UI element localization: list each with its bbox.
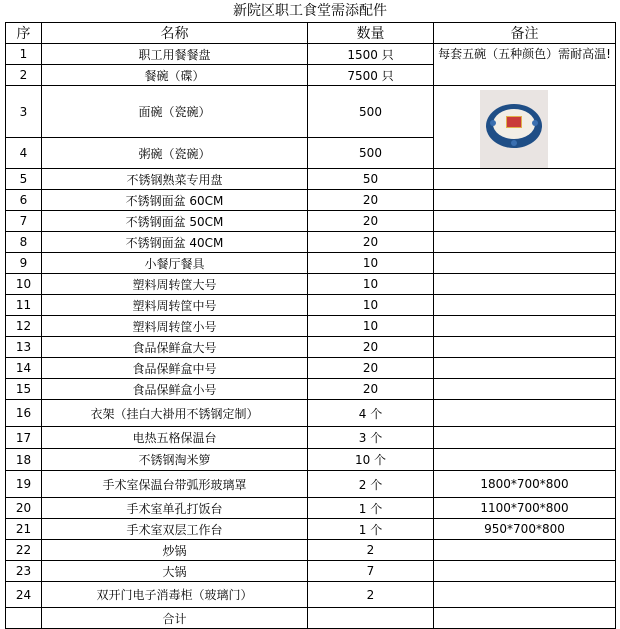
seq-cell: 7 (6, 211, 42, 232)
qty-cell: 7 (308, 561, 434, 582)
qty-cell: 20 (308, 211, 434, 232)
header-seq: 序 (6, 23, 42, 44)
table-row (6, 379, 616, 400)
qty-cell: 3 个 (308, 427, 434, 449)
seq-cell: 5 (6, 169, 42, 190)
table-row (6, 449, 616, 471)
qty-cell: 1 个 (308, 519, 434, 540)
name-cell: 塑料周转筐中号 (42, 295, 308, 316)
note-cell (434, 561, 616, 582)
qty-cell: 10 (308, 295, 434, 316)
qty-cell: 10 (308, 316, 434, 337)
note-cell (434, 295, 616, 316)
seq-cell: 14 (6, 358, 42, 379)
table-row (6, 232, 616, 253)
note-cell (434, 169, 616, 190)
name-cell: 衣架（挂白大褂用不锈钢定制） (42, 400, 308, 427)
name-cell: 职工用餐餐盘 (42, 44, 308, 65)
name-cell: 面碗（瓷碗） (42, 86, 308, 138)
name-cell: 双开门电子消毒柜（玻璃门） (42, 582, 308, 608)
table-row (6, 427, 616, 449)
note-cell: 1800*700*800 (434, 471, 616, 498)
name-cell: 不锈钢淘米箩 (42, 449, 308, 471)
seq-cell: 10 (6, 274, 42, 295)
header-note: 备注 (434, 23, 616, 44)
qty-cell: 20 (308, 337, 434, 358)
table-row (6, 519, 616, 540)
note-cell (434, 274, 616, 295)
qty-cell: 2 (308, 540, 434, 561)
seq-cell: 12 (6, 316, 42, 337)
qty-cell: 4 个 (308, 400, 434, 427)
note-bowl-requirement: 每套五碗（五种颜色）需耐高温! (434, 44, 616, 86)
table-row (6, 86, 616, 138)
bowl-pattern-dot (511, 140, 517, 146)
note-cell (434, 449, 616, 471)
seq-cell: 22 (6, 540, 42, 561)
table-row (6, 295, 616, 316)
bowl-pattern-dot (490, 120, 496, 126)
seq-cell: 20 (6, 498, 42, 519)
table-row (6, 498, 616, 519)
qty-cell: 10 (308, 274, 434, 295)
seq-cell: 8 (6, 232, 42, 253)
table-row (6, 253, 616, 274)
seq-cell: 15 (6, 379, 42, 400)
qty-cell: 1500 只 (308, 44, 434, 65)
qty-cell: 7500 只 (308, 65, 434, 86)
note-cell (434, 337, 616, 358)
sheet-title: 新院区职工食堂需添配件 (233, 3, 387, 19)
note-cell (434, 316, 616, 337)
table-row (6, 582, 616, 608)
name-cell: 手术室单孔打饭台 (42, 498, 308, 519)
seq-cell: 18 (6, 449, 42, 471)
qty-cell: 20 (308, 379, 434, 400)
qty-cell: 10 个 (308, 449, 434, 471)
bowl-pattern-dot (532, 120, 538, 126)
seq-cell: 2 (6, 65, 42, 86)
seq-cell: 13 (6, 337, 42, 358)
total-label-cell: 合计 (42, 608, 308, 629)
note-cell (434, 608, 616, 629)
qty-cell: 500 (308, 86, 434, 138)
qty-cell: 20 (308, 358, 434, 379)
seq-cell: 6 (6, 190, 42, 211)
name-cell: 炒锅 (42, 540, 308, 561)
note-cell (434, 400, 616, 427)
name-cell: 不锈钢面盆 40CM (42, 232, 308, 253)
bowl-photo (480, 90, 548, 168)
parts-table (5, 22, 616, 629)
seq-cell: 24 (6, 582, 42, 608)
table-row (6, 471, 616, 498)
qty-cell: 20 (308, 190, 434, 211)
name-cell: 不锈钢熟菜专用盘 (42, 169, 308, 190)
qty-cell: 1 个 (308, 498, 434, 519)
seq-cell: 3 (6, 86, 42, 138)
note-cell (434, 358, 616, 379)
bowl-label (506, 116, 522, 128)
qty-cell (308, 608, 434, 629)
note-cell (434, 232, 616, 253)
note-cell: 950*700*800 (434, 519, 616, 540)
name-cell: 食品保鲜盒大号 (42, 337, 308, 358)
note-cell (434, 211, 616, 232)
seq-cell: 4 (6, 138, 42, 169)
name-cell: 手术室保温台带弧形玻璃罩 (42, 471, 308, 498)
qty-cell: 50 (308, 169, 434, 190)
name-cell: 塑料周转筐大号 (42, 274, 308, 295)
table-row (6, 400, 616, 427)
note-cell (434, 582, 616, 608)
table-row (6, 561, 616, 582)
qty-cell: 2 (308, 582, 434, 608)
seq-cell: 16 (6, 400, 42, 427)
table-row (6, 211, 616, 232)
qty-cell: 20 (308, 232, 434, 253)
note-cell: 1100*700*800 (434, 498, 616, 519)
seq-cell: 19 (6, 471, 42, 498)
name-cell: 电热五格保温台 (42, 427, 308, 449)
name-cell: 食品保鲜盒小号 (42, 379, 308, 400)
qty-cell: 2 个 (308, 471, 434, 498)
note-cell (434, 427, 616, 449)
seq-cell: 21 (6, 519, 42, 540)
name-cell: 大锅 (42, 561, 308, 582)
name-cell: 不锈钢面盆 50CM (42, 211, 308, 232)
table-row (6, 274, 616, 295)
seq-cell: 17 (6, 427, 42, 449)
seq-cell (6, 608, 42, 629)
table-row (6, 190, 616, 211)
header-row (6, 23, 616, 44)
seq-cell: 9 (6, 253, 42, 274)
note-cell (434, 253, 616, 274)
table-row (6, 540, 616, 561)
name-cell: 手术室双层工作台 (42, 519, 308, 540)
name-cell: 不锈钢面盆 60CM (42, 190, 308, 211)
note-cell (434, 379, 616, 400)
table-row (6, 169, 616, 190)
qty-cell: 10 (308, 253, 434, 274)
name-cell: 塑料周转筐小号 (42, 316, 308, 337)
table-row (6, 316, 616, 337)
table-row (6, 358, 616, 379)
name-cell: 餐碗（碟） (42, 65, 308, 86)
seq-cell: 1 (6, 44, 42, 65)
name-cell: 粥碗（瓷碗） (42, 138, 308, 169)
seq-cell: 23 (6, 561, 42, 582)
note-cell (434, 540, 616, 561)
qty-cell: 500 (308, 138, 434, 169)
header-qty: 数量 (308, 23, 434, 44)
seq-cell: 11 (6, 295, 42, 316)
table-row (6, 337, 616, 358)
header-name: 名称 (42, 23, 308, 44)
name-cell: 小餐厅餐具 (42, 253, 308, 274)
table-row (6, 44, 616, 65)
table-row (6, 608, 616, 629)
note-cell (434, 190, 616, 211)
bowl-photo-cell (434, 86, 616, 169)
name-cell: 食品保鲜盒中号 (42, 358, 308, 379)
